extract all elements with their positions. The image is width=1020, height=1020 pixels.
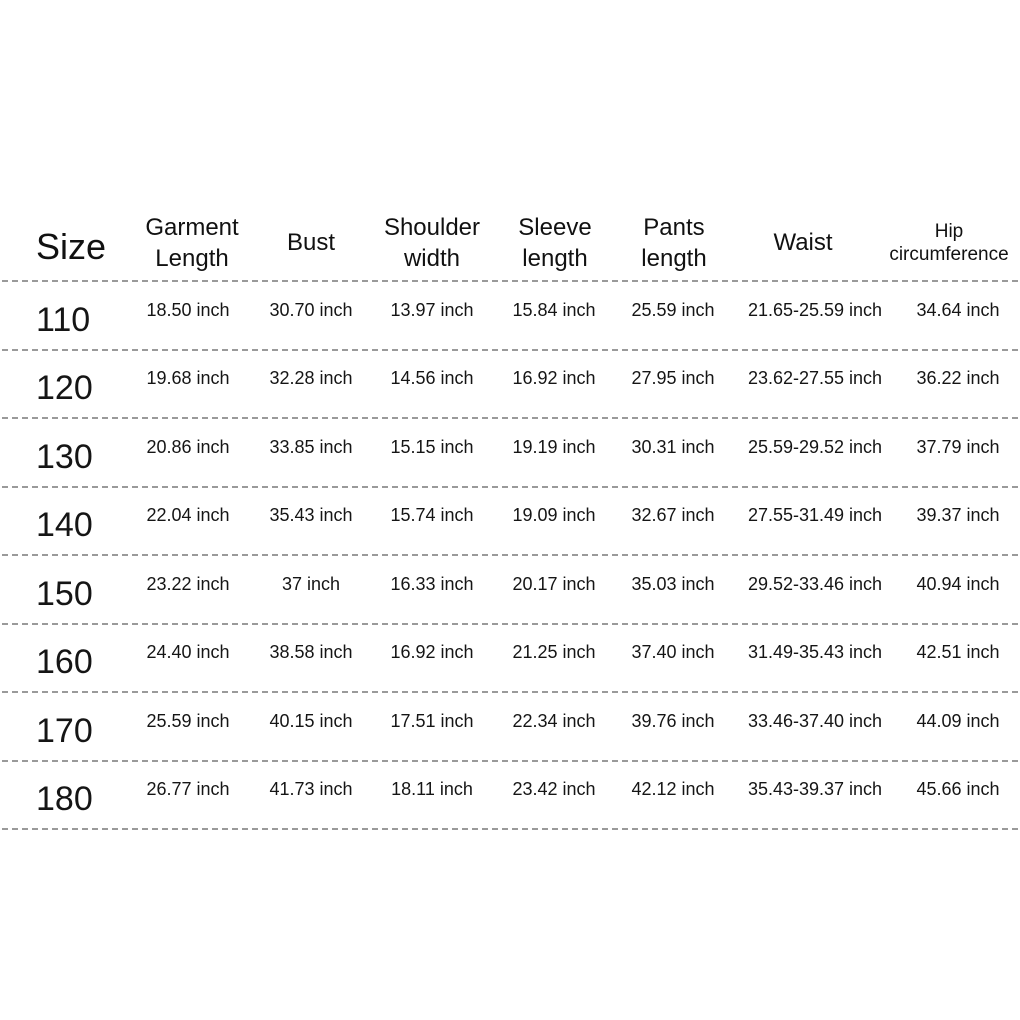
cell-sleeve-length: 16.92 inch [512,368,596,389]
cell-shoulder-width: 15.15 inch [390,436,474,457]
cell-pants-length: 37.40 inch [631,642,715,663]
header-size: Size [36,226,107,267]
cell-size: 140 [36,506,93,545]
cell-hip-circumference: 37.79 inch [916,436,1000,457]
cell-waist: 27.55-31.49 inch [747,505,883,526]
cell-garment-length: 26.77 inch [146,779,230,800]
cell-pants-length: 27.95 inch [631,368,715,389]
cell-pants-length: 32.67 inch [631,505,715,526]
table-row [0,760,1020,829]
cell-bust: 40.15 inch [269,710,353,731]
table-row [0,417,1020,486]
cell-garment-length: 18.50 inch [146,299,230,320]
cell-bust: 38.58 inch [269,642,353,663]
cell-garment-length: 19.68 inch [146,368,230,389]
cell-pants-length: 39.76 inch [631,710,715,731]
cell-bust: 32.28 inch [269,368,353,389]
cell-waist: 31.49-35.43 inch [747,642,883,663]
cell-garment-length: 22.04 inch [146,505,230,526]
cell-hip-circumference: 45.66 inch [916,779,1000,800]
header-garment-length: Garment Length [145,213,239,272]
cell-pants-length: 25.59 inch [631,299,715,320]
cell-shoulder-width: 17.51 inch [390,710,474,731]
cell-bust: 35.43 inch [269,505,353,526]
cell-hip-circumference: 34.64 inch [916,299,1000,320]
cell-bust: 37 inch [281,573,341,594]
cell-shoulder-width: 15.74 inch [390,505,474,526]
cell-size: 160 [36,643,93,682]
table-row [0,349,1020,418]
cell-sleeve-length: 19.19 inch [512,436,596,457]
row-divider [2,828,1018,830]
cell-bust: 33.85 inch [269,436,353,457]
cell-size: 120 [36,369,93,408]
cell-waist: 33.46-37.40 inch [747,710,883,731]
cell-waist: 21.65-25.59 inch [747,299,883,320]
cell-bust: 30.70 inch [269,299,353,320]
header-pants-length: Pants length [641,213,707,272]
cell-sleeve-length: 23.42 inch [512,779,596,800]
header-shoulder-width: Shoulder width [383,213,481,272]
cell-hip-circumference: 36.22 inch [916,368,1000,389]
cell-bust: 41.73 inch [269,779,353,800]
table-row [0,280,1020,349]
cell-garment-length: 20.86 inch [146,436,230,457]
cell-hip-circumference: 42.51 inch [916,642,1000,663]
header-sleeve-length: Sleeve length [518,213,592,272]
cell-garment-length: 23.22 inch [146,573,230,594]
cell-shoulder-width: 13.97 inch [390,299,474,320]
cell-waist: 29.52-33.46 inch [747,573,883,594]
cell-sleeve-length: 19.09 inch [512,505,596,526]
cell-shoulder-width: 18.11 inch [391,779,473,800]
cell-size: 130 [36,437,93,476]
cell-size: 150 [36,574,93,613]
header-waist: Waist [773,229,833,256]
cell-sleeve-length: 21.25 inch [512,642,596,663]
cell-pants-length: 35.03 inch [631,573,715,594]
table-row [0,554,1020,623]
cell-size: 180 [36,780,93,819]
header-bust: Bust [286,229,336,256]
table-row [0,623,1020,692]
header-hip-circumference: Hip circumference [889,220,1009,265]
cell-shoulder-width: 16.33 inch [390,573,474,594]
cell-garment-length: 25.59 inch [146,710,230,731]
cell-sleeve-length: 20.17 inch [512,573,596,594]
cell-shoulder-width: 16.92 inch [390,642,474,663]
cell-waist: 23.62-27.55 inch [747,368,883,389]
cell-pants-length: 30.31 inch [631,436,715,457]
cell-shoulder-width: 14.56 inch [390,368,474,389]
table-row [0,486,1020,555]
cell-hip-circumference: 44.09 inch [916,710,1000,731]
cell-hip-circumference: 39.37 inch [916,505,1000,526]
cell-pants-length: 42.12 inch [631,779,715,800]
cell-sleeve-length: 22.34 inch [512,710,596,731]
table-row [0,691,1020,760]
cell-sleeve-length: 15.84 inch [512,299,596,320]
cell-size: 110 [36,300,91,339]
table-header [0,205,1020,280]
cell-garment-length: 24.40 inch [146,642,230,663]
cell-waist: 35.43-39.37 inch [747,779,883,800]
cell-hip-circumference: 40.94 inch [916,573,1000,594]
cell-waist: 25.59-29.52 inch [747,436,883,457]
cell-size: 170 [36,711,93,750]
